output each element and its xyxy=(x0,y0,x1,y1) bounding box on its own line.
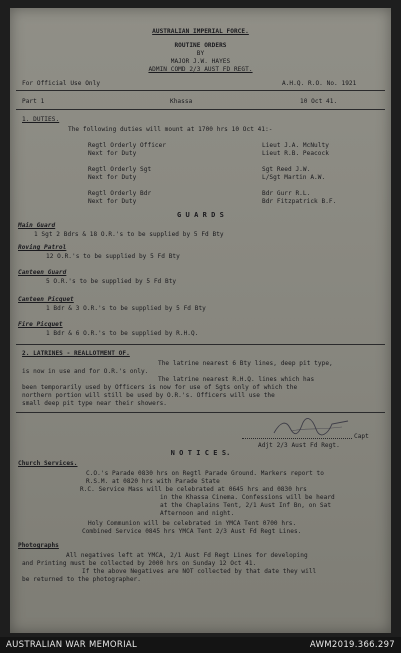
latrines-line: northern portion will still be used by O.R.'s. Officers will use the xyxy=(22,392,275,399)
duty-role: Regtl Orderly Officer xyxy=(88,142,167,149)
orders-officer: MAJOR J.W. HAYES xyxy=(170,58,231,65)
duty-name: Sgt Reed J.W. xyxy=(262,166,311,173)
photo-line: and Printing must be collected by 2000 hrs on Sunday 12 Oct 41. xyxy=(22,560,257,567)
guard-text: 1 Bdr & 6 O.R.'s to be supplied by R.H.Q. xyxy=(46,330,199,337)
duty-role: Regtl Orderly Sgt xyxy=(88,166,152,173)
church-line: R.C. Service Mass will be celebrated at 0645 hrs and 0830 hrs xyxy=(80,486,307,493)
duty-role: Next for Duty xyxy=(88,150,137,157)
latrines-line: is now in use and for O.R.'s only. xyxy=(22,368,149,375)
duty-name: L/Sgt Martin A.W. xyxy=(262,174,326,181)
notices-heading: N O T I C E S. xyxy=(170,449,231,457)
signature-title: Adjt 2/3 Aust Fd Regt. xyxy=(258,442,340,449)
orders-by: BY xyxy=(196,50,205,57)
duties-heading: 1. DUTIES. xyxy=(22,116,60,123)
duty-role: Regtl Orderly Bdr xyxy=(88,190,152,197)
footer-accession: AWM2019.366.297 xyxy=(309,640,395,650)
section-rule xyxy=(16,412,385,413)
part-label: Part 1 xyxy=(22,98,45,105)
guard-text: 12 O.R.'s to be supplied by 5 Fd Bty xyxy=(46,253,180,260)
photo-line: If the above Negatives are NOT collected by that date they will xyxy=(82,568,317,575)
archive-footer xyxy=(0,637,401,653)
guards-heading: G U A R D S xyxy=(177,211,224,219)
signature-rank: Capt xyxy=(354,433,369,440)
place-label: Khassa xyxy=(170,98,193,105)
guard-text: 1 Sgt 2 Bdrs & 18 O.R.'s to be supplied by 5 Fd Bty xyxy=(34,231,224,238)
duty-role: Next for Duty xyxy=(88,174,137,181)
duty-name: Bdr Gurr R.L. xyxy=(262,190,311,197)
handwritten-signature xyxy=(272,416,352,438)
duty-role: Next for Duty xyxy=(88,198,137,205)
part-rule xyxy=(16,109,385,110)
church-line: Afternoon and night. xyxy=(160,510,235,517)
latrines-heading: 2. LATRINES - REALLOTMENT OF. xyxy=(22,350,130,357)
church-title: Church Services. xyxy=(18,460,78,467)
photo-line: be returned to the photographer. xyxy=(22,576,141,583)
church-line: Holy Communion will be celebrated in YMCA Tent 0700 hrs. xyxy=(88,520,297,527)
church-line: C.O.'s Parade 0830 hrs on Regtl Parade Ground. Markers report to xyxy=(86,470,324,477)
latrines-line: The latrine nearest R.H.Q. lines which has xyxy=(158,376,315,383)
guard-title: Canteen Picquet xyxy=(18,296,74,303)
photo-line: All negatives left at YMCA, 2/1 Aust Fd Regt Lines for developing xyxy=(66,552,308,559)
guard-title: Canteen Guard xyxy=(18,269,67,276)
duty-name: Bdr Fitzpatrick B.F. xyxy=(262,198,337,205)
church-line: in the Khassa Cinema. Confessions will be heard xyxy=(160,494,335,501)
church-line: R.S.M. at 0820 hrs with Parade State xyxy=(86,478,220,485)
guard-title: Fire Picquet xyxy=(18,321,63,328)
force-heading: AUSTRALIAN IMPERIAL FORCE. xyxy=(152,28,249,35)
restriction-note: For Official Use Only xyxy=(22,80,101,87)
footer-source: AUSTRALIAN WAR MEMORIAL xyxy=(6,640,138,650)
latrines-line: small deep pit type near their showers. xyxy=(22,400,168,407)
guard-title: Roving Patrol xyxy=(18,244,67,251)
section-rule xyxy=(16,344,385,345)
photo-title: Photographs xyxy=(18,542,59,549)
orders-command: ADMIN COMD 2/3 AUST FD REGT. xyxy=(148,66,253,73)
church-line: at the Chaplains Tent, 2/1 Aust Inf Bn, on Sat xyxy=(160,502,332,509)
guard-title: Main Guard xyxy=(18,222,56,229)
duty-name: Lieut J.A. McNulty xyxy=(262,142,329,149)
latrines-line: The latrine nearest 6 Bty lines, deep pit type, xyxy=(158,360,333,367)
order-reference: A.H.Q. R.O. No. 1921 xyxy=(282,80,357,87)
header-rule xyxy=(16,90,385,91)
guard-text: 1 Bdr & 3 O.R.'s to be supplied by 5 Fd Bty xyxy=(46,305,206,312)
church-line: Combined Service 0845 hrs YMCA Tent 2/3 Aust Fd Regt Lines. xyxy=(82,528,302,535)
duties-intro: The following duties will mount at 1700 hrs 10 Oct 41:- xyxy=(68,126,273,133)
guard-text: 5 O.R.'s to be supplied by 5 Fd Bty xyxy=(46,278,177,285)
duty-name: Lieut R.B. Peacock xyxy=(262,150,329,157)
signature-line xyxy=(242,438,352,439)
orders-title: ROUTINE ORDERS xyxy=(174,42,227,49)
document-page xyxy=(10,8,391,633)
latrines-line: been temporarily used by Officers is now for use of Sgts only of which the xyxy=(22,384,298,391)
order-date: 10 Oct 41. xyxy=(300,98,338,105)
